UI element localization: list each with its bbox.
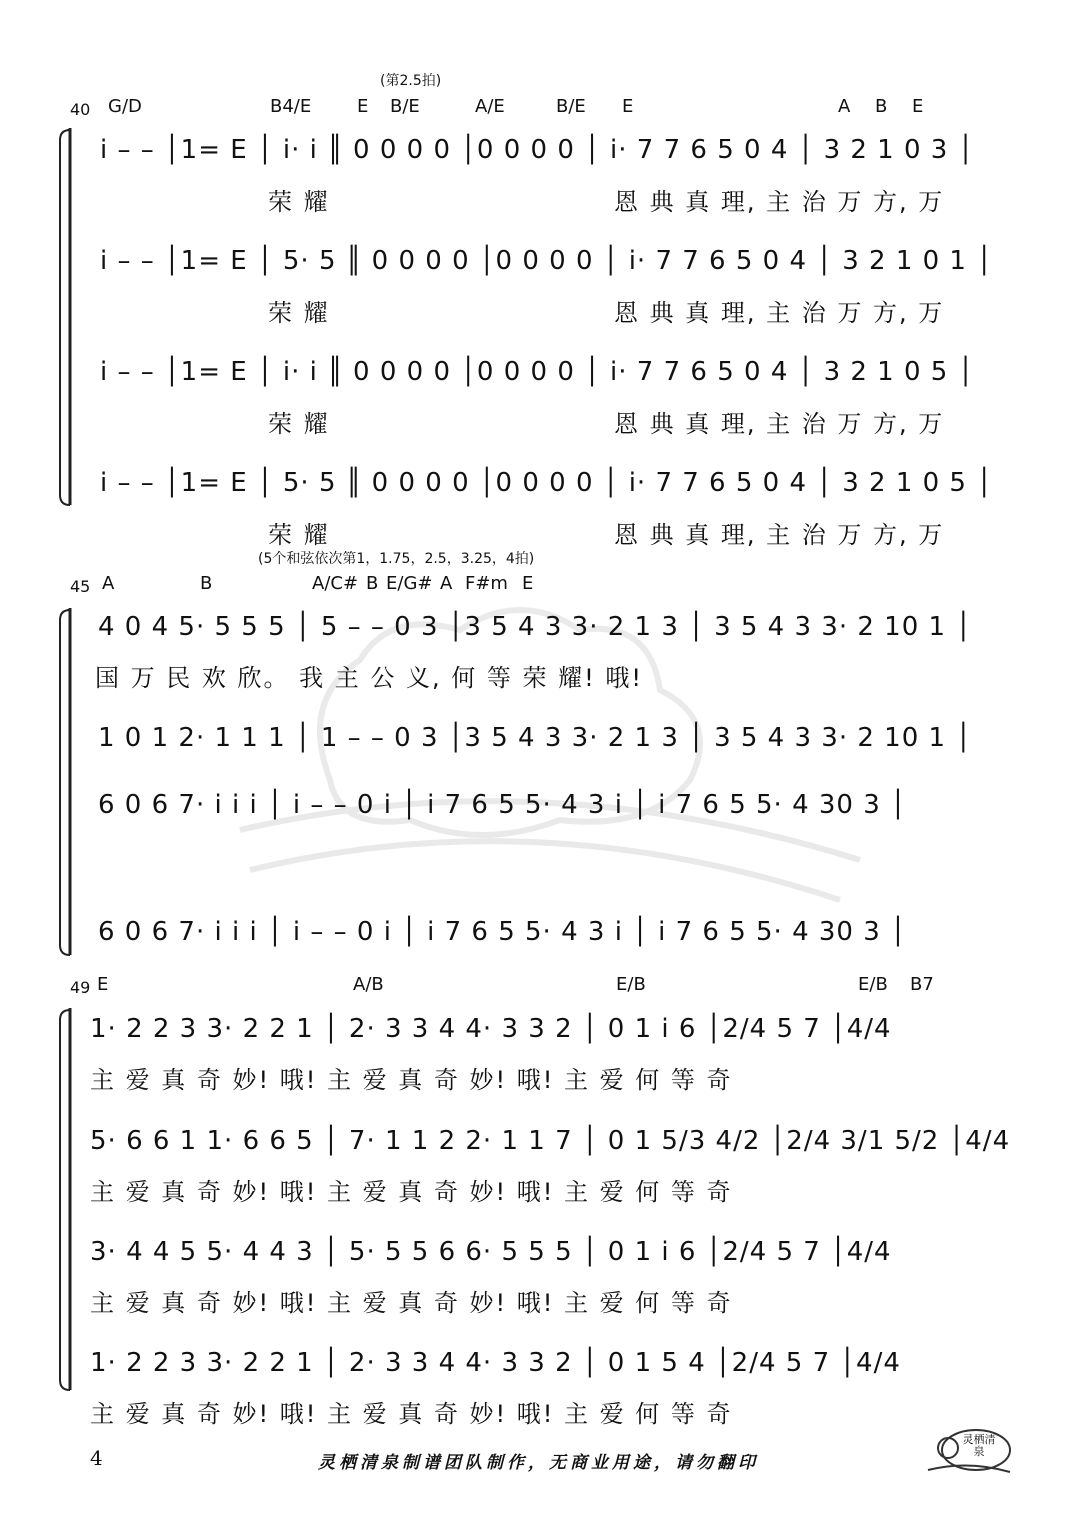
staff-alto: 1 0 1 2· 1 1 1 │ 1 – – 0 3 │3 5 4 3 3· 2 1 3 │ 3 5 4 3 3· 2 10 1 │ — [98, 723, 972, 753]
chord-symbol: B — [875, 96, 888, 117]
chord-symbol: A — [102, 573, 115, 594]
staff-soprano: 1· 2 2 3 3· 2 2 1 │ 2· 3 3 4 4· 3 3 2 │ 0 1 i 6 │2/4 5 7 │4/4 — [90, 1014, 892, 1044]
chord-symbol: E — [357, 96, 369, 117]
lyrics-line: 恩 典 真 理, 主 治 万 方, 万 — [614, 521, 945, 549]
chord-symbol: B4/E — [270, 96, 312, 117]
chord-symbol: B7 — [910, 974, 934, 995]
bar-number: 49 — [70, 978, 91, 997]
beat-note: (第2.5拍) — [380, 73, 442, 89]
staff-tenor: 3· 4 4 5 5· 4 4 3 │ 5· 5 5 6 6· 5 5 5 │ 0 1 i 6 │2/4 5 7 │4/4 — [90, 1237, 892, 1267]
lyrics-line: 国 万 民 欢 欣。 我 主 公 义, 何 等 荣 耀! 哦! — [95, 664, 644, 692]
logo-text: 灵栖清泉 — [962, 1433, 996, 1458]
chord-symbol: E/G# — [386, 573, 433, 594]
chord-symbol: G/D — [108, 96, 142, 117]
chord-symbol: E — [912, 96, 924, 117]
staff-soprano: i – – │1= E │ i· i ║ 0 0 0 0 │0 0 0 0 │ i· 7 7 6 5 0 4 │ 3 2 1 0 3 │ — [100, 135, 975, 165]
chord-symbol: A — [440, 573, 453, 594]
bar-number: 40 — [70, 100, 91, 119]
lyrics-line: 荣 耀 — [268, 410, 330, 438]
staff-soprano: 4 0 4 5· 5 5 5 │ 5 – – 0 3 │3 5 4 3 3· 2 1 3 │ 3 5 4 3 3· 2 10 1 │ — [98, 612, 972, 642]
staff-bass: 1· 2 2 3 3· 2 2 1 │ 2· 3 3 4 4· 3 3 2 │ 0 1 5 4 │2/4 5 7 │4/4 — [90, 1348, 901, 1378]
chord-symbol: A — [838, 96, 851, 117]
logo-sheep-icon — [918, 1418, 1018, 1478]
beat-note: (5个和弦依次第1，1.75，2.5，3.25，4拍) — [258, 551, 535, 567]
chord-symbol: E/B — [616, 974, 646, 995]
chord-symbol: E/B — [858, 974, 888, 995]
lyrics-line: 主 爱 真 奇 妙! 哦! 主 爱 真 奇 妙! 哦! 主 爱 何 等 奇 — [90, 1066, 733, 1094]
lyrics-line: 恩 典 真 理, 主 治 万 方, 万 — [614, 410, 945, 438]
chord-symbol: B/E — [390, 96, 420, 117]
staff-alto: 5· 6 6 1 1· 6 6 5 │ 7· 1 1 2 2· 1 1 7 │ 0 1 5/3 4/2 │2/4 3/1 5/2 │4/4 — [90, 1126, 1011, 1156]
staff-tenor: 6 0 6 7· i i i │ i – – 0 i │ i 7 6 5 5· 4 3 i │ i 7 6 5 5· 4 30 3 │ — [98, 790, 907, 820]
lyrics-line: 荣 耀 — [268, 188, 330, 216]
chord-symbol: E — [522, 573, 534, 594]
lyrics-line: 主 爱 真 奇 妙! 哦! 主 爱 真 奇 妙! 哦! 主 爱 何 等 奇 — [90, 1400, 733, 1428]
chord-symbol: B — [366, 573, 379, 594]
chord-symbol: F#m — [465, 573, 508, 594]
page-number: 4 — [90, 1446, 103, 1470]
staff-tenor: i – – │1= E │ i· i ║ 0 0 0 0 │0 0 0 0 │ i· 7 7 6 5 0 4 │ 3 2 1 0 5 │ — [100, 357, 975, 387]
watermark-cloud — [240, 610, 860, 900]
chord-symbol: B/E — [556, 96, 586, 117]
chord-symbol: E — [622, 96, 634, 117]
chord-symbol: A/E — [475, 96, 505, 117]
lyrics-line: 主 爱 真 奇 妙! 哦! 主 爱 真 奇 妙! 哦! 主 爱 何 等 奇 — [90, 1178, 733, 1206]
chord-symbol: B — [200, 573, 213, 594]
staff-bass: 6 0 6 7· i i i │ i – – 0 i │ i 7 6 5 5· 4 3 i │ i 7 6 5 5· 4 30 3 │ — [98, 917, 907, 947]
staff-bass: i – – │1= E │ 5· 5 ║ 0 0 0 0 │0 0 0 0 │ i· 7 7 6 5 0 4 │ 3 2 1 0 5 │ — [100, 468, 993, 498]
lyrics-line: 荣 耀 — [268, 299, 330, 327]
staff-alto: i – – │1= E │ 5· 5 ║ 0 0 0 0 │0 0 0 0 │ i· 7 7 6 5 0 4 │ 3 2 1 0 1 │ — [100, 246, 993, 276]
bar-number: 45 — [70, 577, 91, 596]
lyrics-line: 主 爱 真 奇 妙! 哦! 主 爱 真 奇 妙! 哦! 主 爱 何 等 奇 — [90, 1289, 733, 1317]
chord-symbol: E — [97, 974, 109, 995]
chord-symbol: A/C# — [312, 573, 359, 594]
lyrics-line: 荣 耀 — [268, 521, 330, 549]
chord-symbol: A/B — [353, 974, 384, 995]
footer-credit: 灵栖清泉制谱团队制作，无商业用途，请勿翻印 — [318, 1453, 759, 1473]
lyrics-line: 恩 典 真 理, 主 治 万 方, 万 — [614, 299, 945, 327]
lyrics-line: 恩 典 真 理, 主 治 万 方, 万 — [614, 188, 945, 216]
